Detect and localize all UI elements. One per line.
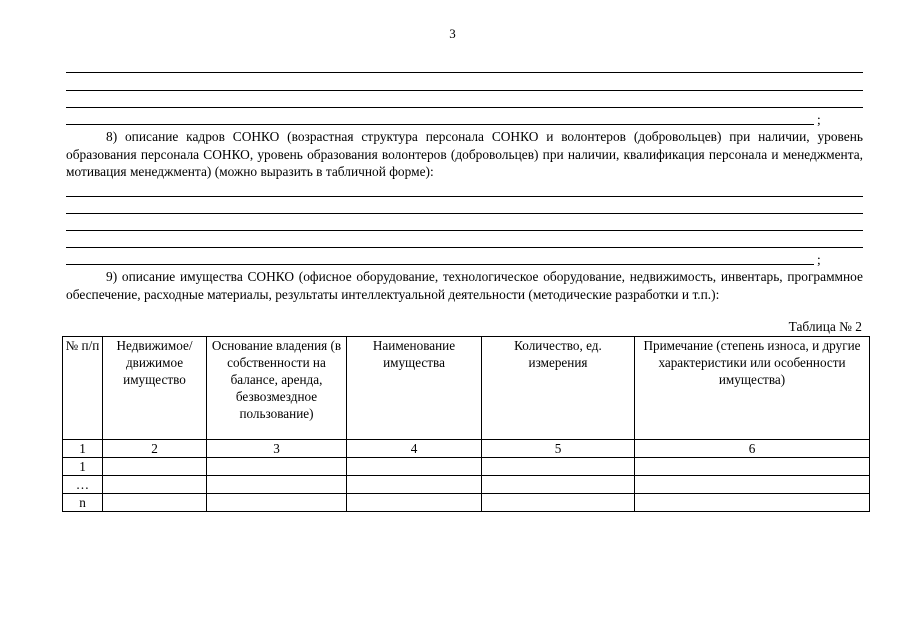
section-8-text: 8) описание кадров СОНКО (возрастная структура персонала СОНКО и волонтеров (добровольцев) при наличии, уровень образования персонала СОНКО, уровень образования волонтеров (добровольцев) при наличии, квалификация персонала и менеджмента, мотивация менеджмента) (можно выразить в табличной форме): [66, 129, 863, 179]
page-number: 3 [449, 26, 456, 41]
column-number: 6 [635, 440, 870, 458]
table-cell[interactable] [482, 494, 635, 512]
column-number: 3 [207, 440, 347, 458]
fill-line[interactable] [66, 107, 863, 108]
table-cell[interactable] [482, 476, 635, 494]
header-cell-ownership-basis: Основание владения (в собственности на балансе, аренда, безвозмездное пользование) [207, 337, 347, 440]
fill-line[interactable] [66, 230, 863, 231]
section-9-text: 9) описание имущества СОНКО (офисное оборудование, технологическое оборудование, недвижимость, инвентарь, программное обеспечение, расходные материалы, результаты интеллектуальной деятельности (методические разработки и т.п.): [66, 269, 863, 302]
fill-line[interactable] [66, 196, 863, 197]
table-cell[interactable] [103, 494, 207, 512]
header-cell-property-type: Недвижимое/ движимое имущество [103, 337, 207, 440]
table-header-row [63, 337, 870, 440]
fill-line[interactable] [66, 124, 814, 125]
column-number-row [63, 440, 870, 458]
header-cell-quantity: Количество, ед. измерения [482, 337, 635, 440]
table-cell[interactable] [347, 458, 482, 476]
table-cell[interactable] [635, 476, 870, 494]
table-cell[interactable] [347, 476, 482, 494]
table-cell[interactable] [103, 476, 207, 494]
table-row [63, 476, 870, 494]
row-number: … [63, 476, 103, 494]
table-cell[interactable] [635, 458, 870, 476]
table-row [63, 458, 870, 476]
table-cell[interactable] [207, 494, 347, 512]
column-number: 2 [103, 440, 207, 458]
header-cell-number: № п/п [63, 337, 103, 440]
column-number: 4 [347, 440, 482, 458]
column-number: 1 [63, 440, 103, 458]
fill-line[interactable] [66, 72, 863, 73]
fill-line[interactable] [66, 247, 863, 248]
table-cell[interactable] [635, 494, 870, 512]
table-caption: Таблица № 2 [788, 319, 862, 334]
fill-line[interactable] [66, 90, 863, 91]
column-number: 5 [482, 440, 635, 458]
row-number: n [63, 494, 103, 512]
fill-line[interactable] [66, 213, 863, 214]
table-cell[interactable] [103, 458, 207, 476]
header-cell-note: Примечание (степень износа, и другие характеристики или особенности имущества) [635, 337, 870, 440]
fill-line[interactable] [66, 264, 814, 265]
table-cell[interactable] [207, 458, 347, 476]
table-row [63, 494, 870, 512]
table-cell[interactable] [482, 458, 635, 476]
row-number: 1 [63, 458, 103, 476]
header-cell-property-name: Наименование имущества [347, 337, 482, 440]
line-end-semicolon: ; [817, 252, 821, 267]
table-cell[interactable] [207, 476, 347, 494]
assets-table [62, 336, 870, 512]
table-cell[interactable] [347, 494, 482, 512]
line-end-semicolon: ; [817, 112, 821, 127]
